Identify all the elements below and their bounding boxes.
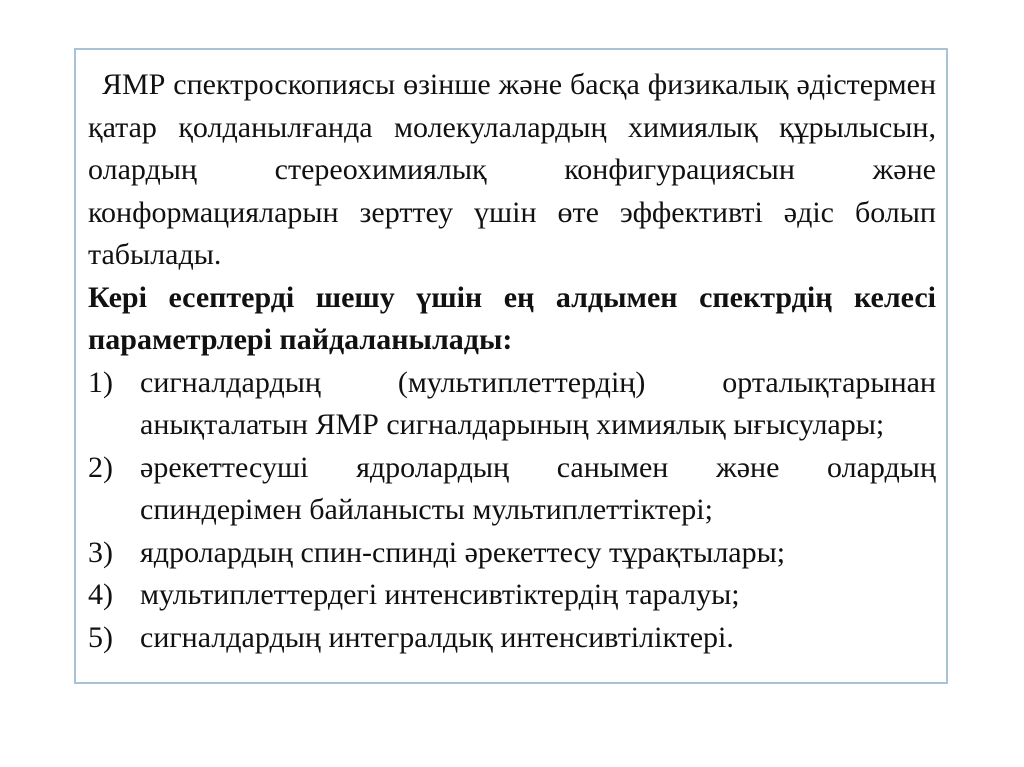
text-box (74, 48, 948, 684)
list-item-number: 5) (88, 620, 113, 654)
list-item (88, 574, 936, 617)
list-item-text: сигналдардың интегралдық интенсивтіліктері. (140, 620, 734, 654)
list-item-number: 3) (88, 535, 113, 569)
list-item (88, 617, 936, 660)
intro-paragraph: ЯМР спектроскопиясы өзінше және басқа физикалық әдістермен қатар қолданылғанда молекулалардың химиялық құрылысын, олардың стереохимиялық конфигурациясын және конформацияларын зерттеу үшін өте эффективті әдіс болып табылады. (88, 68, 936, 271)
list-item-text: мультиплеттердегі интенсивтіктердің таралуы; (140, 578, 740, 611)
list-item-number: 2) (88, 450, 113, 484)
list-item-text: әрекеттесуші ядролардың санымен және олардың спиндерімен байланысты мультиплеттіктері; (140, 450, 936, 526)
list-item (88, 532, 936, 575)
list-item-text: ядролардың спин-спинді әрекеттесу тұрақтылары; (140, 535, 786, 569)
list-item-text: сигналдардың (мультиплеттердің) орталықтарынан анықталатын ЯМР сигналдарының химиялық ығысулары; (140, 365, 936, 441)
list-item-number: 1) (88, 365, 113, 399)
list-item (88, 447, 936, 532)
list-item-number: 4) (88, 578, 113, 611)
parameters-list (88, 362, 936, 660)
parameters-heading: Кері есептерді шешу үшін ең алдымен спектрдің келесі параметрлері пайдаланылады: (88, 280, 936, 356)
list-item (88, 362, 936, 447)
